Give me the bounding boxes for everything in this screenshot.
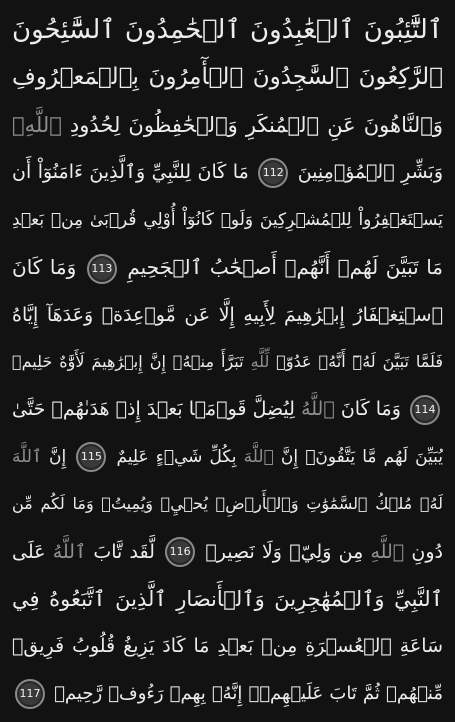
verse-text: لِيُضِلَّ قَوۡمَۢا بَعۡدَ إِذۡ هَدَىٰهُمۡ حَتَّىٰ [12, 398, 302, 421]
verse-text: إِنَّ [41, 446, 74, 467]
verse-text: بِكُلِّ شَيۡءٍ عَلِيمٌ [109, 446, 244, 467]
verse-text: لَّقَد تَّابَ [86, 540, 163, 563]
divine-name-text: ٱللَّهَ [12, 446, 42, 467]
divine-name-text: ٱللَّهِ [370, 540, 405, 563]
divine-name-text: ٱللَّهِۗ [12, 112, 62, 137]
ayah-number-marker: 115 [76, 442, 106, 472]
verse-text: لَهُۥ مُلۡكُ ٱلسَّمَٰوَٰتِ وَٱلۡأَرۡضِۖ يُحۡيِۦ وَيُمِيتُۚ وَمَا لَكُم مِّن [12, 494, 443, 514]
divine-name-text: ٱللَّهَ [243, 446, 274, 467]
verse-line [12, 435, 443, 479]
verse-line [12, 577, 443, 621]
verse-text: فَلَمَّا تَبَيَّنَ لَهُۥٓ أَنَّهُۥ عَدُوّٞ [269, 351, 443, 371]
verse-text: وَٱلنَّاهُونَ عَنِ ٱلۡمُنكَرِ وَٱلۡحَٰفِظُونَ لِحُدُودِ [61, 112, 443, 137]
ayah-number-marker: 114 [410, 395, 440, 425]
verse-text: يُبَيِّنَ لَهُم مَّا يَتَّقُونَۚ إِنَّ [273, 446, 443, 467]
verse-text: مَا كَانَ لِلنَّبِيِّ وَٱلَّذِينَ ءَامَنُوٓاْ أَن [12, 161, 256, 184]
verse-line [12, 198, 443, 242]
verse-text: مَا تَبَيَّنَ لَهُمۡ أَنَّهُمۡ أَصۡحَٰبُ ٱلۡجَحِيمِ [119, 255, 443, 280]
verse-line [12, 672, 443, 716]
divine-name-text: لِّلَّهِ [250, 351, 270, 371]
verse-line [12, 340, 443, 384]
verse-line [12, 150, 443, 194]
verse-text: يَسۡتَغۡفِرُواْ لِلۡمُشۡرِكِينَ وَلَوۡ كَانُوٓاْ أُوْلِي قُرۡبَىٰ مِنۢ بَعۡدِ [12, 209, 443, 230]
ayah-number-marker: 117 [15, 679, 45, 709]
verse-line [12, 8, 443, 52]
verse-text: ٱلرَّٰكِعُونَ ٱلسَّٰجِدُونَ ٱلۡأٓمِرُونَ بِٱلۡمَعۡرُوفِ [12, 64, 443, 91]
verse-text: تَبَرَّأَ مِنۡهُۚ إِنَّ إِبۡرَٰهِيمَ لَأَوَّٰهٌ حَلِيمٞ [12, 351, 251, 371]
verse-line [12, 103, 443, 147]
verse-text: وَبَشِّرِ ٱلۡمُؤۡمِنِينَ [291, 161, 443, 184]
verse-line [12, 482, 443, 526]
verse-text: ٱسۡتِغۡفَارُ إِبۡرَٰهِيمَ لِأَبِيهِ إِلَّا عَن مَّوۡعِدَةٖ وَعَدَهَآ إِيَّاهُ [12, 303, 443, 326]
divine-name-text: ٱللَّهُ [52, 540, 87, 563]
ayah-number-marker: 116 [165, 537, 195, 567]
verse-text: وَمَا كَانَ [12, 255, 84, 280]
verse-line [12, 293, 443, 337]
verse-line [12, 530, 443, 574]
verse-line [12, 624, 443, 668]
verse-text: ٱلنَّبِيِّ وَٱلۡمُهَٰجِرِينَ وَٱلۡأَنصَارِ ٱلَّذِينَ ٱتَّبَعُوهُ فِي [12, 587, 443, 612]
divine-name-text: ٱللَّهُ [301, 398, 335, 421]
verse-text: ٱلتَّٰٓئِبُونَ ٱلۡعَٰبِدُونَ ٱلۡحَٰمِدُونَ ٱلسَّٰٓئِحُونَ [12, 15, 443, 45]
verse-line [12, 245, 443, 289]
verse-text: عَلَى [12, 540, 53, 563]
verse-text: مِّنۡهُمۡ ثُمَّ تَابَ عَلَيۡهِمۡۚ إِنَّهُۥ بِهِمۡ رَءُوفٞ رَّحِيمٞ [48, 682, 443, 704]
verse-line [12, 55, 443, 99]
verse-text: مِن وَلِيّٖ وَلَا نَصِيرٖ [198, 540, 371, 563]
verse-text: دُونِ [404, 540, 443, 563]
verse-line [12, 387, 443, 431]
ayah-number-marker: 113 [87, 254, 117, 284]
verse-text: سَاعَةِ ٱلۡعُسۡرَةِ مِنۢ بَعۡدِ مَا كَادَ يَزِيغُ قُلُوبُ فَرِيقٖ [12, 635, 443, 658]
verse-text: وَمَا كَانَ [334, 398, 407, 421]
ayah-number-marker: 112 [258, 158, 288, 188]
